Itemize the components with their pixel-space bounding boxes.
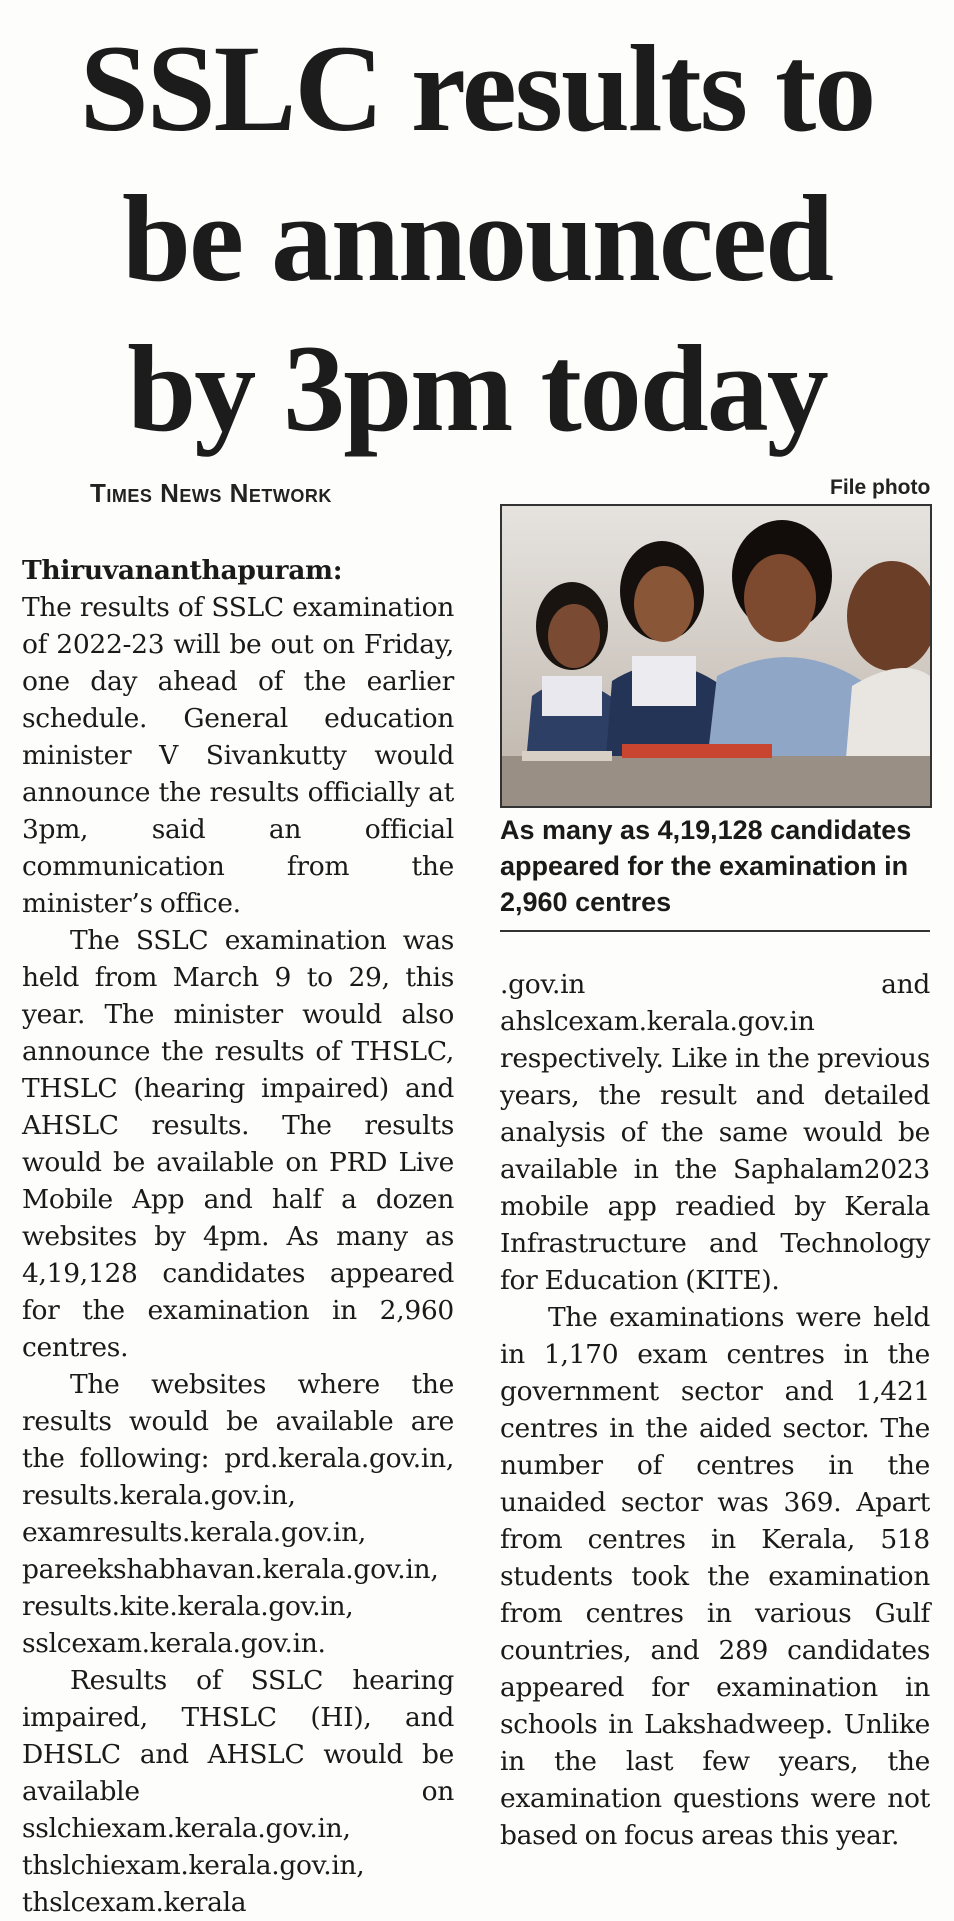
students-illustration <box>502 506 930 806</box>
paragraph: The results of SSLC examination of 2022-23 will be out on Friday, one day ahead of the earlier schedule. General education minister V Sivankutty would announce the results officially at 3pm, said an official communication from the minister’s office. <box>22 592 454 919</box>
paragraph: .gov.in and ahslcexam.kerala.gov.in respectively. Like in the previous years, the result and detailed analysis of the same would be available in the Saphalam2023 mobile app readied by Kerala Infrastructure and Technology for Education (KITE). <box>500 969 930 1296</box>
headline-line-2: be announced <box>122 170 832 307</box>
dateline: Thiruvananthapuram: <box>22 555 343 586</box>
paragraph: The websites where the results would be available are the following: prd.kerala.gov.in, results.kerala.gov.in, examresults.kerala.gov.in, pareekshabhavan.kerala.gov.in, results.kite.kerala.gov.in, sslcexam.kerala.gov.in. <box>22 1369 454 1659</box>
news-photo <box>500 504 932 808</box>
headline <box>0 14 954 464</box>
article-column-left <box>22 552 454 1921</box>
headline-line-1: SSLC results to <box>79 20 875 157</box>
file-photo-label: File photo <box>830 476 931 499</box>
paragraph: The examinations were held in 1,170 exam centres in the government sector and 1,421 centres in the aided sector. The number of centres in the unaided sector was 369. Apart from centres in Kerala, 518 students took the examination from centres in various Gulf countries, and 289 candidates appeared for examination in schools in Lakshadweep. Unlike in the last few years, the examination questions were not based on focus areas this year. <box>500 1302 930 1851</box>
article-column-right <box>500 966 930 1854</box>
paragraph: The SSLC examination was held from March 9 to 29, this year. The minister would also announce the results of THSLC, THSLC (hearing impaired) and AHSLC results. The results would be available on PRD Live Mobile App and half a dozen websites by 4pm. As many as 4,19,128 candidates appeared for the examination in 2,960 centres. <box>22 925 454 1363</box>
byline: Times News Network <box>90 478 332 508</box>
caption-divider <box>500 930 930 932</box>
paragraph: Results of SSLC hearing impaired, THSLC (HI), and DHSLC and AHSLC would be available on sslchiexam.kerala.gov.in, thslchiexam.kerala.gov.in, thslcexam.kerala <box>22 1665 454 1918</box>
photo-caption: As many as 4,19,128 candidates appeared for the examination in 2,960 centres <box>500 815 912 917</box>
headline-line-3: by 3pm today <box>127 320 827 457</box>
